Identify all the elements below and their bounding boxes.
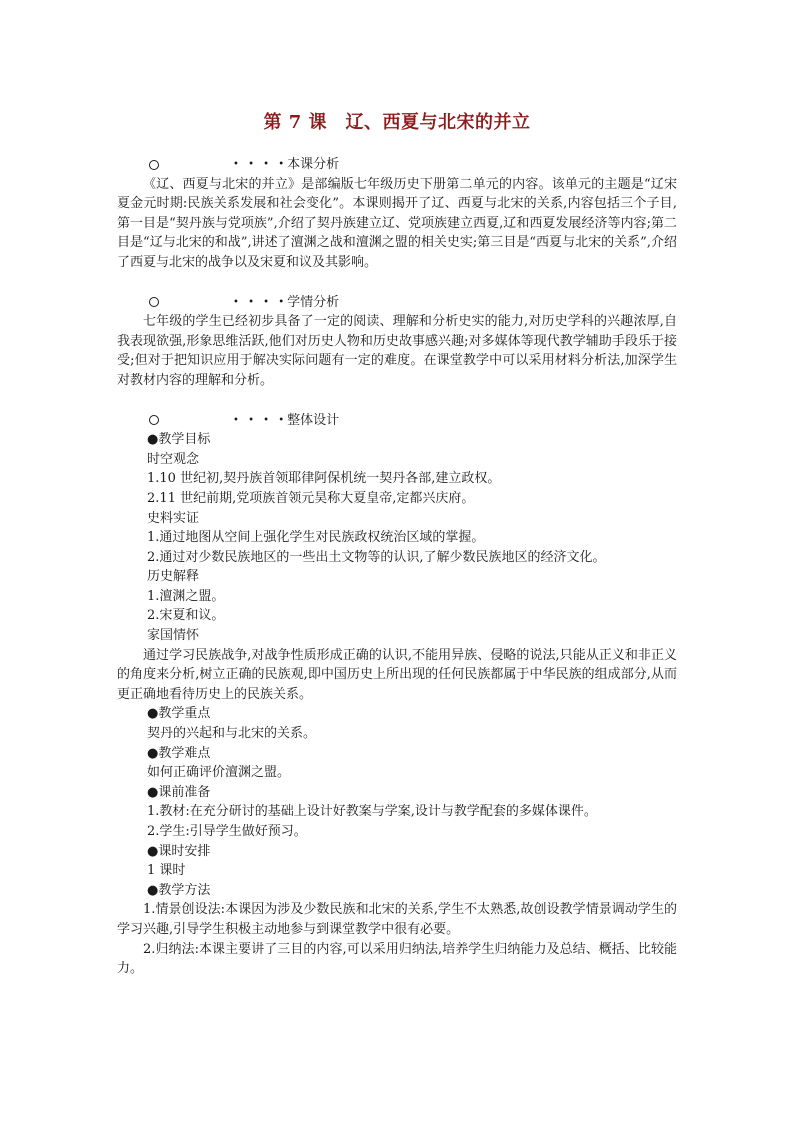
section-title: 学情分析	[287, 294, 340, 310]
schedule-heading: ●课时安排	[147, 843, 211, 859]
home-paragraph: 通过学习民族战争,对战争性质形成正确的认识,不能用异族、侵略的说法,只能从正义和非正义的角度来分析,树立正确的民族观,即中国历史上所出现的任何民族都属于中华民族的组成部分,从而更正确地看待历史上的民族关系。	[117, 647, 677, 702]
section-heading-student	[117, 293, 677, 313]
list-item: 1.10 世纪初,契丹族首领耶律阿保机统一契丹各部,建立政权。	[147, 471, 501, 487]
dots-decoration: • • • •	[233, 296, 288, 308]
lesson-title: 第 7 课 辽、西夏与北宋的并立	[263, 112, 531, 133]
method-paragraph-1: 1.情景创设法:本课因为涉及少数民族和北宋的关系,学生不太熟悉,故创设教学情景调动学生的学习兴趣,引导学生积极主动地参与到课堂教学中很有必要。	[117, 902, 677, 937]
section-title: 整体设计	[287, 412, 340, 428]
method-heading: ●教学方法	[147, 882, 211, 898]
prep-heading: ●课前准备	[147, 784, 211, 800]
goal-heading: ●教学目标	[147, 432, 211, 448]
dots-decoration: • • • •	[233, 159, 288, 170]
key-text: 契丹的兴起和与北宋的关系。	[147, 726, 317, 742]
schedule-text: 1 课时	[147, 863, 186, 879]
document-body	[117, 155, 677, 979]
list-item: 2.11 世纪前期,党项族首领元昊称大夏皇帝,定都兴庆府。	[147, 490, 475, 506]
section-heading-design	[117, 411, 677, 431]
difficult-text: 如何正确评价澶渊之盟。	[147, 765, 291, 781]
key-heading: ●教学重点	[147, 706, 211, 722]
method-paragraph-2: 2.归纳法:本课主要讲了三目的内容,可以采用归纳法,培养学生归纳能力及总结、概括、比较能力。	[117, 941, 677, 977]
list-item: 2.通过对少数民族地区的一些出土文物等的认识,了解少数民族地区的经济文化。	[147, 549, 606, 565]
list-item: 1.教材:在充分研讨的基础上设计好教案与学案,设计与教学配套的多媒体课件。	[147, 804, 597, 820]
lesson-analysis-paragraph: 《辽、西夏与北宋的并立》是部编版七年级历史下册第二单元的内容。该单元的主题是“辽宋夏金元时期:民族关系发展和社会变化”。本课则揭开了辽、西夏与北宋的关系,内容包括三个子目,第一目是“契丹族与党项族”,介绍了契丹族建立辽、党项族建立西夏,辽和西夏发展经济等内容;第二目是“辽与北宋的和战”,讲述了澶渊之战和澶渊之盟的相关史实;第三目是“西夏与北宋的关系”,介绍了西夏与北宋的战争以及宋夏和议及其影响。	[117, 176, 677, 270]
section-title: 本课分析	[287, 157, 340, 172]
section-heading-analysis	[117, 155, 677, 175]
interpret-heading: 历史解释	[147, 569, 200, 585]
circle-icon	[149, 160, 159, 170]
spacetime-heading: 时空观念	[147, 451, 200, 467]
circle-icon	[149, 415, 159, 425]
list-item: 2.学生:引导学生做好预习。	[147, 824, 307, 839]
list-item: 1.通过地图从空间上强化学生对民族政权统治区域的掌握。	[147, 530, 485, 546]
student-analysis-paragraph: 七年级的学生已经初步具备了一定的阅读、理解和分析史实的能力,对历史学科的兴趣浓厚,自我表现欲强,形象思维活跃,他们对历史人物和历史故事感兴趣;对多媒体等现代教学辅助手段乐于接受;但对于把知识应用于解决实际问题有一定的难度。在课堂教学中可以采用材料分析法,加深学生对教材内容的理解和分析。	[117, 314, 677, 388]
list-item: 1.澶渊之盟。	[147, 588, 225, 604]
home-heading: 家国情怀	[147, 628, 200, 644]
circle-icon	[149, 297, 159, 307]
dots-decoration: • • • •	[233, 414, 288, 426]
list-item: 2.宋夏和议。	[147, 608, 225, 624]
evidence-heading: 史料实证	[147, 510, 200, 526]
difficult-heading: ●教学难点	[147, 745, 211, 761]
